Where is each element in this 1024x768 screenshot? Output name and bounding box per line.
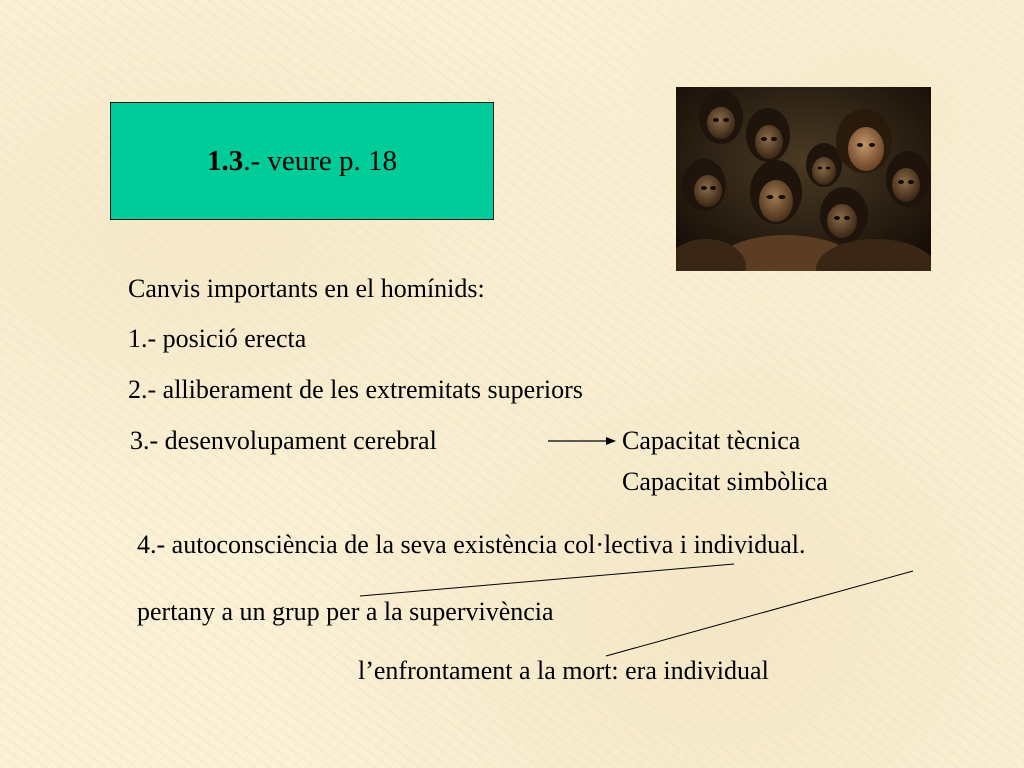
list-item-1: 1.- posició erecta (128, 324, 307, 353)
title-rest: .- veure p. 18 (243, 144, 398, 177)
title-number: 1.3 (206, 144, 244, 177)
list-item-4: 4.- autoconsciència de la seva existència col·lectiva i individual. (137, 530, 806, 559)
list-item-2: 2.- alliberament de les extremitats superiors (128, 375, 583, 404)
capacity-symbolic: Capacitat simbòlica (622, 467, 828, 496)
capacity-technical: Capacitat tècnica (622, 426, 801, 455)
connector-line-collective (360, 564, 734, 596)
heading: Canvis importants en el homínids: (128, 274, 485, 303)
list-item-3: 3.- desenvolupament cerebral (130, 426, 437, 455)
note-death: l’enfrontament a la mort: era individual (358, 656, 769, 685)
connector-line-individual (606, 571, 913, 656)
note-group: pertany a un grup per a la supervivència (137, 597, 554, 626)
